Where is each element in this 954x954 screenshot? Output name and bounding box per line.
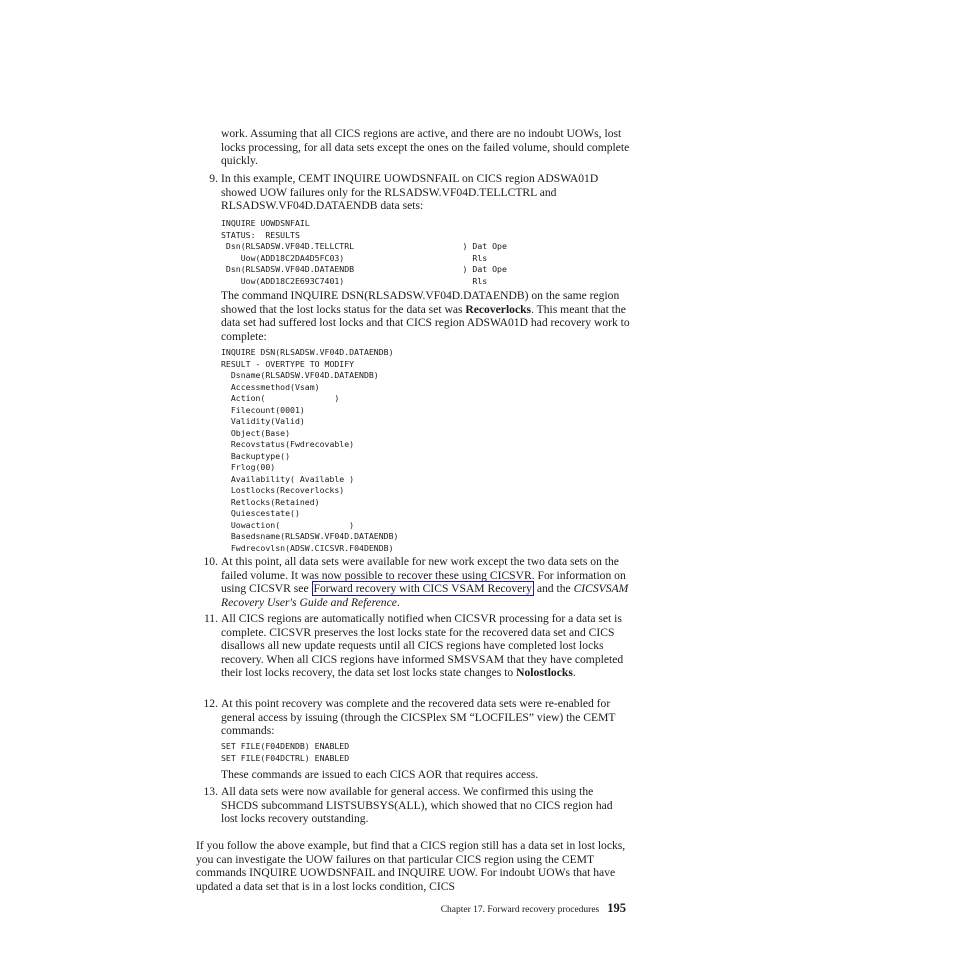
step-number: 11.	[203, 612, 218, 625]
link-forward-recovery-cicsvr[interactable]: Forward recovery with CICS VSAM Recovery	[313, 582, 532, 596]
step-11-text	[221, 612, 631, 680]
code-block-uowdsnfail: INQUIRE UOWDSNFAIL STATUS: RESULTS Dsn(RLSADSW.VF04D.TELLCTRL ) Dat Ope Uow(ADD18C2DA4D5FC03) Rls Dsn(RLSADSW.VF04D.DATAENDB ) Dat Ope Uow(ADD18C2E693C7401) Rls	[221, 218, 507, 286]
bold-term-recoverlocks: Recoverlocks	[465, 302, 532, 316]
step-number: 10.	[203, 555, 218, 568]
page-number: 195	[607, 901, 626, 915]
step-number: 9.	[209, 172, 218, 185]
step-9-paragraph-2	[221, 289, 631, 343]
paragraph-text: .	[396, 595, 400, 609]
step-12-note: These commands are issued to each CICS AOR that requires access.	[221, 768, 539, 781]
code-block-set-file: SET FILE(F04DENDB) ENABLED SET FILE(F04DCTRL) ENABLED	[221, 741, 350, 763]
continuation-paragraph: work. Assuming that all CICS regions are active, and there are no indoubt UOWs, lost locks processing, for all data sets except the ones on the failed volume, should complete quickly.	[221, 127, 630, 168]
step-13-text: All data sets were now available for general access. We confirmed this using the SHCDS subcommand LISTSUBSYS(ALL), which showed that no CICS region had lost locks recovery outstanding.	[221, 785, 613, 826]
chapter-title: Chapter 17. Forward recovery procedures	[440, 905, 600, 915]
step-number: 13.	[203, 785, 218, 798]
page-footer	[300, 902, 626, 917]
paragraph-text: .	[572, 666, 576, 680]
paragraph-text: The command INQUIRE DSN(RLSADSW.VF04D.DATAENDB) on the same region showed that the lost locks status for the data set was	[221, 289, 620, 316]
step-number: 12.	[203, 697, 218, 710]
step-12-text: At this point recovery was complete and the recovered data sets were re-enabled for general access by issuing (through the CICSPlex SM “LOCFILES” view) the CEMT commands:	[221, 697, 616, 738]
bold-term-nolostlocks: Nolostlocks	[516, 666, 573, 680]
closing-paragraph: If you follow the above example, but find that a CICS region still has a data set in lost locks, you can investigate the UOW failures on that particular CICS region using the CEMT commands INQUIRE UOWDSNFAIL and INQUIRE UOW. For indoubt UOWs that have updated a data set that is in a lost locks condition, CICS	[196, 839, 626, 893]
step-9-text: In this example, CEMT INQUIRE UOWDSNFAIL on CICS region ADSWA01D showed UOW failures only for the RLSADSW.VF04D.TELLCTRL and RLSADSW.VF04D.DATAENDB data sets:	[221, 172, 599, 213]
paragraph-text: . This meant that the data set had suffered lost locks and that CICS region ADSWA01D had recovery work to complete:	[221, 302, 630, 343]
italic-book-title: CICSVSAM Recovery User's Guide and Reference	[221, 582, 629, 609]
paragraph-text: and the	[533, 582, 574, 596]
paragraph-text: All CICS regions are automatically notified when CICSVR processing for a data set is complete. CICSVR preserves the lost locks state for the recovered data set and CICS disallows all new update requests until all CICS regions have completed lost locks recovery. When all CICS regions have informed SMSVSAM that they have completed their lost locks recovery, the data set lost locks state changes to	[221, 612, 624, 680]
paragraph-text: At this point, all data sets were available for new work except the two data sets on the failed volume. It was now possible to recover these using CICSVR. For information on using CICSVR see	[221, 555, 626, 596]
code-block-inquire-dsn: INQUIRE DSN(RLSADSW.VF04D.DATAENDB) RESULT - OVERTYPE TO MODIFY Dsname(RLSADSW.VF04D.DATAENDB) Accessmethod(Vsam) Action( ) Filecount(0001) Validity(Valid) Object(Base) Recovstatus(Fwdrecovable) Backuptype() Frlog(00) Availability( Available ) Lostlocks(Recoverlocks) Retlocks(Retained) Quiescestate() Uowaction( ) Basedsname(RLSADSW.VF04D.DATAENDB) Fwdrecovlsn(ADSW.CICSVR.F04DENDB)	[221, 347, 399, 553]
step-10-text	[221, 555, 631, 609]
